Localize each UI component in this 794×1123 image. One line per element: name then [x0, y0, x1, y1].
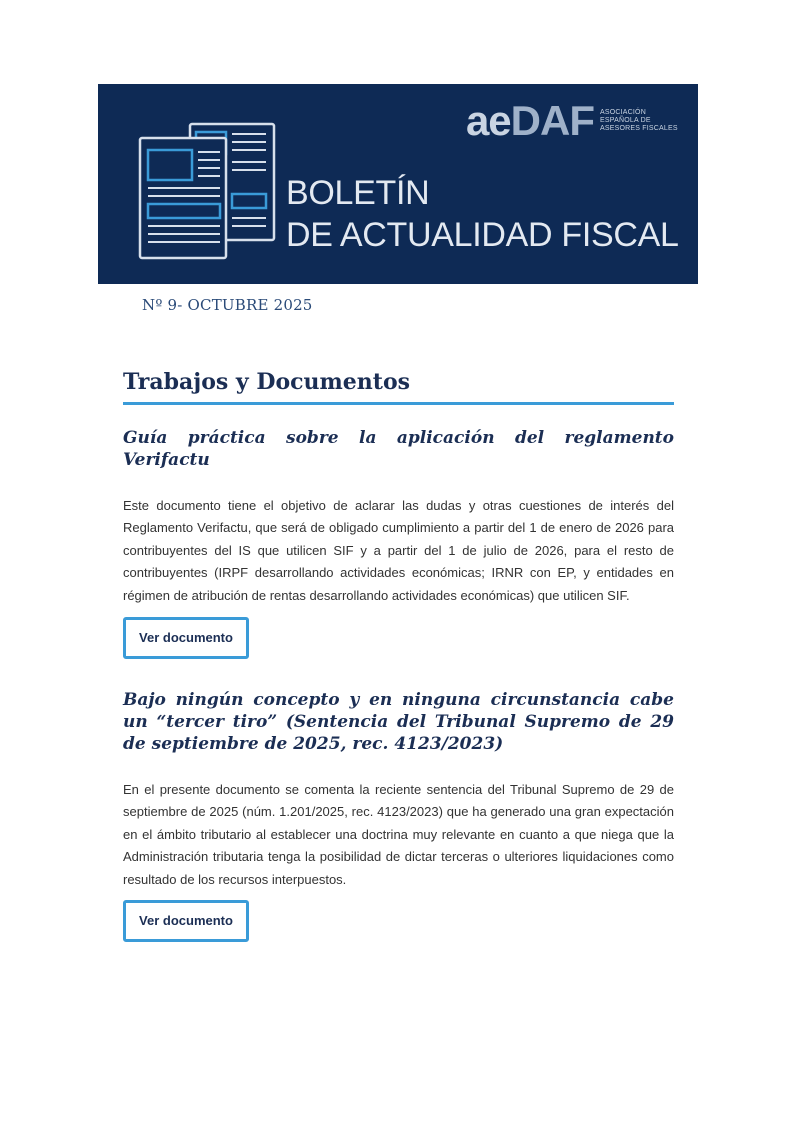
article	[123, 427, 674, 659]
newsletter-document-icon	[138, 122, 278, 262]
button-wrapper	[123, 617, 674, 659]
article-summary: Este documento tiene el objetivo de aclarar las dudas y otras cuestiones de interés del Reglamento Verifactu, que será de obligado cumplimiento a partir del 1 de enero de 2026 para contribuyentes del IS que utilicen SIF y a partir del 1 de julio de 2026, para el resto de contribuyentes (IRPF desarrollando actividades económicas; IRNR con EP, y entidades en régimen de atribución de rentas desarrollando actividades económicas) que utilicen SIF.	[123, 498, 674, 603]
article-title: Guía práctica sobre la aplicación del reglamento Verifactu	[123, 428, 674, 470]
newsletter-title-line2: DE ACTUALIDAD FISCAL	[286, 216, 679, 254]
aedaf-logo-mark	[465, 97, 594, 144]
issue-number: Nº 9- OCTUBRE 2025	[142, 296, 313, 314]
section-title: Trabajos y Documentos	[123, 366, 674, 405]
article-title: Bajo ningún concepto y en ninguna circunstancia cabe un “tercer tiro” (Sentencia del Tribunal Supremo de 29 de septiembre de 2025, rec. 4123/2023)	[123, 690, 674, 755]
newsletter-title-line1: BOLETÍN	[286, 174, 430, 212]
logo-ae: ae	[465, 97, 511, 144]
view-document-button[interactable]: Ver documento	[123, 900, 249, 942]
article-summary: En el presente documento se comenta la reciente sentencia del Tribunal Supremo de 29 de septiembre de 2025 (núm. 1.201/2025, rec. 4123/2023) que ha generado una gran expectación en el ámbito tributario al establecer una doctrina muy relevante en cuanto a que niega que la Administración tributaria tenga la posibilidad de dictar terceras o ulteriores liquidaciones como resultado de los recursos interpuestos.	[123, 782, 674, 887]
newsletter-title	[286, 172, 679, 256]
main-content	[123, 366, 674, 942]
logo-organization-name: ASOCIACIÓN ESPAÑOLA DE ASESORES FISCALES	[600, 109, 678, 132]
article	[123, 689, 674, 942]
logo-daf: DAF	[510, 97, 594, 144]
aedaf-logo	[465, 97, 678, 144]
view-document-button[interactable]: Ver documento	[123, 617, 249, 659]
header-banner	[98, 84, 698, 284]
button-wrapper	[123, 900, 674, 942]
